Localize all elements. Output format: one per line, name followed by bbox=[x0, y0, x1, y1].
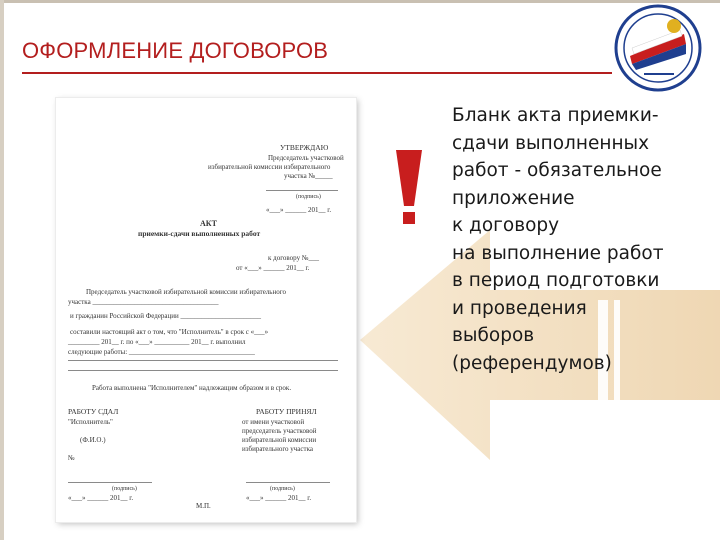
body-line: (референдумов) bbox=[452, 352, 612, 374]
doc-contract-date: от «___» ______ 201__ г. bbox=[236, 264, 310, 272]
body-line: и проведения bbox=[452, 297, 587, 319]
doc-stamp-place: М.П. bbox=[196, 502, 211, 510]
doc-sign-line bbox=[246, 482, 330, 483]
slide-left-border bbox=[0, 0, 4, 540]
doc-no: № bbox=[68, 454, 75, 462]
doc-paragraph: и гражданин Российской Федерации _______________________ bbox=[70, 312, 262, 320]
body-line: в период подготовки bbox=[452, 270, 660, 291]
doc-sign-hint: (подпись) bbox=[270, 486, 295, 492]
doc-sign-hint: (подпись) bbox=[112, 486, 137, 492]
doc-deliver-role: "Исполнитель" bbox=[68, 418, 113, 426]
doc-deliver: РАБОТУ СДАЛ bbox=[68, 407, 119, 416]
doc-paragraph: Председатель участковой избирательной комиссии избирательного bbox=[86, 288, 286, 296]
doc-act-subtitle: приемки-сдачи выполненных работ bbox=[138, 229, 261, 238]
doc-approve-line: участка №_____ bbox=[284, 172, 333, 180]
body-line: работ - обязательное bbox=[452, 160, 662, 181]
body-line: Бланк акта приемки- bbox=[452, 105, 659, 126]
doc-paragraph: составили настоящий акт о том, что "Исполнитель" в срок с «___» bbox=[70, 328, 269, 336]
title-underline bbox=[22, 72, 612, 74]
doc-fill-line bbox=[68, 360, 338, 361]
doc-accept-line: избирательной комиссии bbox=[242, 436, 317, 444]
page-title: ОФОРМЛЕНИЕ ДОГОВОРОВ bbox=[22, 38, 329, 63]
exclamation-icon bbox=[392, 148, 426, 228]
doc-accept-line: избирательного участка bbox=[242, 445, 313, 453]
doc-date: «___» ______ 201__ г. bbox=[266, 206, 332, 214]
election-commission-emblem-icon bbox=[614, 4, 702, 92]
doc-accept-line: от имени участковой bbox=[242, 418, 305, 426]
body-line: к договору bbox=[452, 215, 560, 236]
doc-paragraph: _________ 201__ г. по «___» __________ 201__ г. выполнил bbox=[68, 338, 246, 346]
doc-fill-line bbox=[68, 370, 338, 371]
doc-paragraph: Работа выполнена "Исполнителем" надлежащим образом и в срок. bbox=[92, 384, 292, 392]
body-line: на выполнение работ bbox=[452, 242, 664, 264]
doc-sign-hint: (подпись) bbox=[296, 194, 321, 200]
doc-accept-line: председатель участковой bbox=[242, 427, 317, 435]
doc-date: «___» ______ 201__ г. bbox=[68, 494, 134, 502]
doc-act-title: АКТ bbox=[200, 219, 217, 228]
body-line: приложение bbox=[452, 187, 575, 209]
doc-approve: УТВЕРЖДАЮ bbox=[280, 143, 329, 152]
doc-approve-line: Председатель участковой bbox=[268, 154, 344, 162]
doc-date: «___» ______ 201__ г. bbox=[246, 494, 312, 502]
doc-sign-line bbox=[266, 190, 338, 191]
body-line: сдачи выполненных bbox=[452, 132, 650, 154]
body-text bbox=[452, 102, 714, 377]
slide-top-border bbox=[0, 0, 720, 17]
doc-paragraph: участка ____________________________________ bbox=[68, 298, 219, 306]
doc-contract-no: к договору №___ bbox=[268, 254, 320, 262]
doc-paragraph: следующие работы: ____________________________________ bbox=[68, 348, 255, 356]
body-line: выборов bbox=[452, 325, 535, 346]
doc-fio: (Ф.И.О.) bbox=[80, 436, 106, 444]
doc-approve-line: избирательной комиссии избирательного bbox=[208, 163, 331, 171]
doc-accept: РАБОТУ ПРИНЯЛ bbox=[256, 407, 317, 416]
doc-sign-line bbox=[68, 482, 152, 483]
act-form-document bbox=[56, 98, 356, 522]
